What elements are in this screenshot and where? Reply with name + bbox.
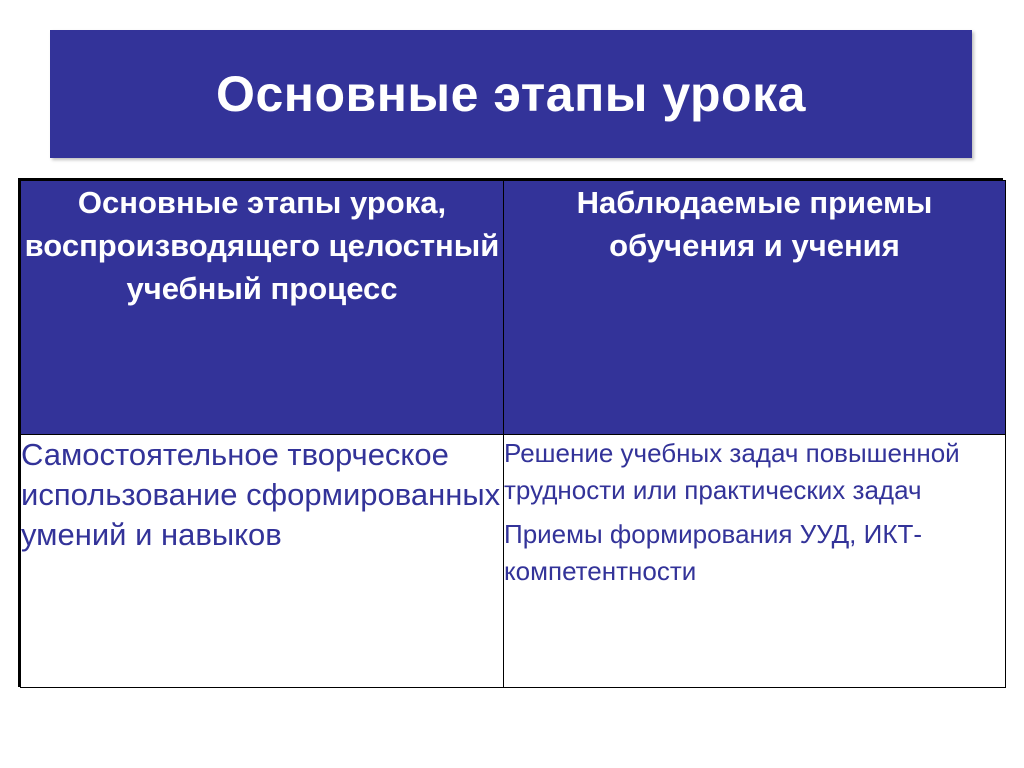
header-cell-stages: Основные этапы урока, воспроизводящего целостный учебный процесс: [21, 181, 504, 435]
technique-item: Решение учебных задач повышенной трудности или практических задач: [504, 438, 960, 505]
stage-cell: Самостоятельное творческое использование сформированных умений и навыков: [21, 435, 504, 688]
techniques-cell: [504, 435, 1006, 688]
stages-table: [20, 180, 1006, 688]
technique-item: Приемы формирования УУД, ИКТ-компетентности: [504, 519, 923, 586]
title-banner: [50, 30, 972, 158]
header-cell-techniques: Наблюдаемые приемы обучения и учения: [504, 181, 1006, 435]
slide-title: Основные этапы урока: [216, 66, 806, 122]
table-row: [21, 435, 1006, 688]
stages-table-container: [18, 178, 1003, 687]
table-header-row: [21, 181, 1006, 435]
